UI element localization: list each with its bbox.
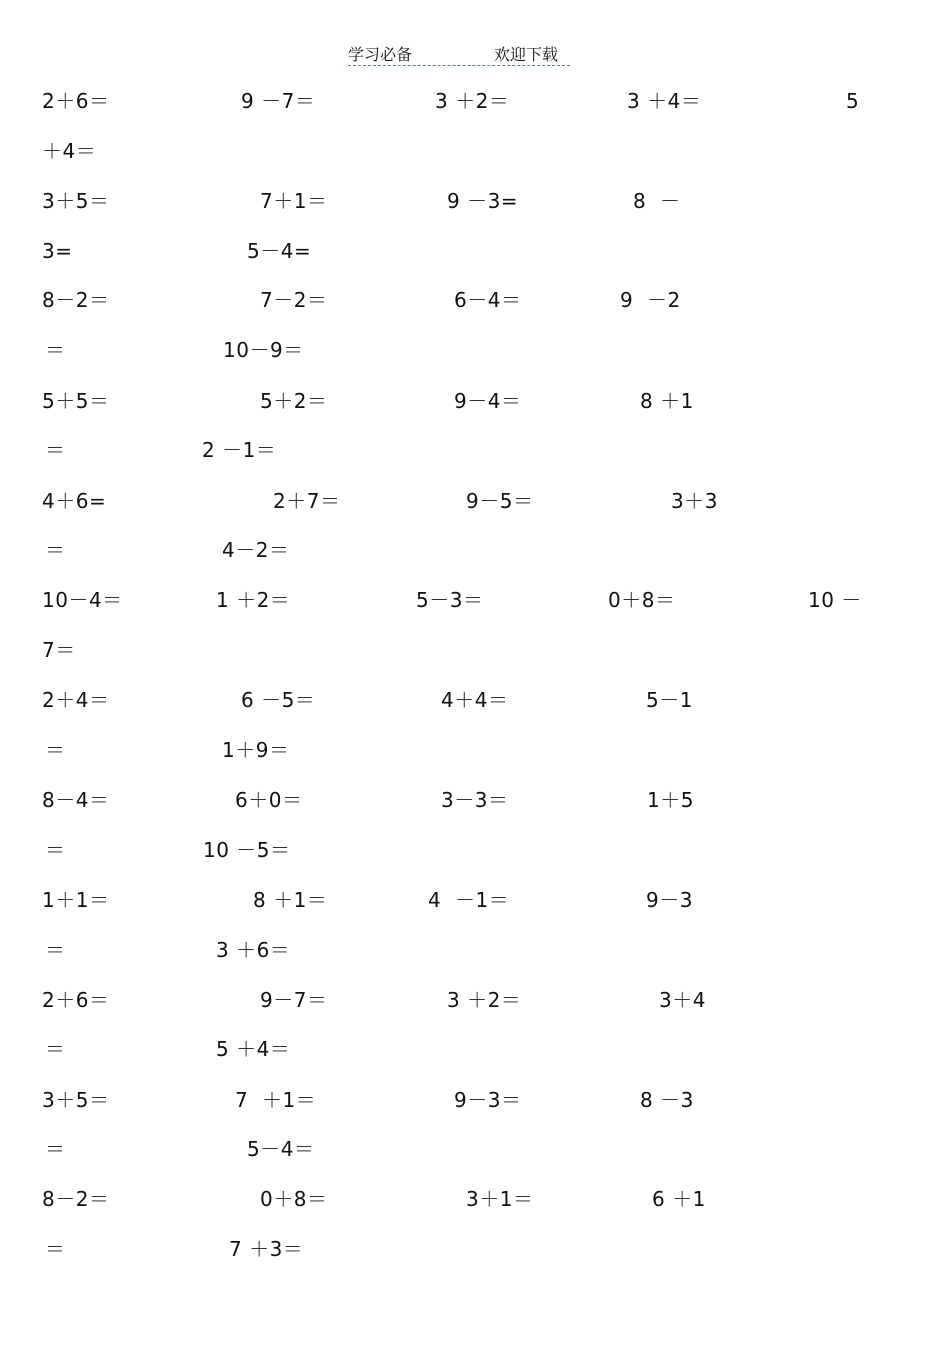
arithmetic-problem: 5－3＝ (416, 588, 484, 612)
worksheet-line (0, 1085, 950, 1115)
arithmetic-problem: 7 ＋1＝ (235, 1088, 317, 1112)
arithmetic-problem: 1＋9＝ (222, 738, 290, 762)
arithmetic-problem: 3 ＋2＝ (447, 988, 522, 1012)
arithmetic-problem: 2＋6＝ (42, 89, 110, 113)
arithmetic-problem: 9－3 (646, 888, 693, 912)
arithmetic-problem: 6－4＝ (454, 288, 522, 312)
worksheet-line (0, 1134, 950, 1164)
arithmetic-problem: 1＋1＝ (42, 888, 110, 912)
arithmetic-problem: ＝ (45, 438, 66, 462)
arithmetic-problem: 10 － (808, 588, 862, 612)
worksheet-line (0, 236, 950, 266)
arithmetic-problem: 10－9＝ (223, 338, 304, 362)
arithmetic-problem: 0＋8＝ (260, 1187, 328, 1211)
arithmetic-problem: 2＋7＝ (273, 489, 341, 513)
worksheet-line (0, 335, 950, 365)
arithmetic-problem: 8 －3 (640, 1088, 694, 1112)
worksheet-line (0, 435, 950, 465)
arithmetic-problem: 9 －2 (620, 288, 681, 312)
arithmetic-problem: 5＋5＝ (42, 389, 110, 413)
arithmetic-problem: ＝ (45, 338, 66, 362)
arithmetic-problem: 5＋2＝ (260, 389, 328, 413)
worksheet-line (0, 1234, 950, 1264)
arithmetic-problem: 9－3＝ (454, 1088, 522, 1112)
arithmetic-problem: ＝ (45, 538, 66, 562)
worksheet-line (0, 1034, 950, 1064)
arithmetic-problem: 5 ＋4＝ (216, 1037, 291, 1061)
arithmetic-problem: ＝ (45, 1237, 66, 1261)
arithmetic-problem: 6＋0＝ (235, 788, 303, 812)
arithmetic-problem: 9－4＝ (454, 389, 522, 413)
arithmetic-problem: 3＋1＝ (466, 1187, 534, 1211)
arithmetic-problem: 5 (846, 89, 860, 113)
arithmetic-problem: 7＋1＝ (260, 189, 328, 213)
arithmetic-problem: 10 －5＝ (203, 838, 291, 862)
worksheet-line (0, 285, 950, 315)
worksheet-line (0, 885, 950, 915)
arithmetic-problem: 7－2＝ (260, 288, 328, 312)
arithmetic-problem: 4 －1＝ (428, 888, 510, 912)
arithmetic-problem: 10－4＝ (42, 588, 123, 612)
arithmetic-problem: 3 ＋2＝ (435, 89, 510, 113)
arithmetic-problem: ＋4＝ (42, 139, 97, 163)
arithmetic-problem: 8 ＋1＝ (253, 888, 328, 912)
arithmetic-problem: 3＋5＝ (42, 1088, 110, 1112)
header-right-text: 欢迎下载 (494, 45, 559, 64)
arithmetic-problem: 3－3＝ (441, 788, 509, 812)
arithmetic-problem: 3＋5＝ (42, 189, 110, 213)
header-left-text: 学习必备 (348, 45, 413, 64)
arithmetic-problem: 8－4＝ (42, 788, 110, 812)
arithmetic-problem: 6 ＋1 (652, 1187, 706, 1211)
arithmetic-problem: 9－7＝ (260, 988, 328, 1012)
worksheet-line (0, 136, 950, 166)
arithmetic-problem: 7＝ (42, 638, 76, 662)
arithmetic-problem: 3= (42, 239, 73, 263)
arithmetic-problem: 6 －5＝ (241, 688, 316, 712)
arithmetic-problem: 8－2＝ (42, 1187, 110, 1211)
arithmetic-problem: 2＋6＝ (42, 988, 110, 1012)
arithmetic-problem: ＝ (45, 738, 66, 762)
worksheet-line (0, 685, 950, 715)
worksheet-line (0, 86, 950, 116)
arithmetic-problem: ＝ (45, 1137, 66, 1161)
arithmetic-problem: 2 －1＝ (202, 438, 277, 462)
arithmetic-problem: 4＋6= (42, 489, 107, 513)
worksheet-line (0, 386, 950, 416)
arithmetic-problem: 5－1 (646, 688, 693, 712)
arithmetic-problem: 5－4= (247, 239, 312, 263)
arithmetic-problem: 3＋3 (671, 489, 718, 513)
worksheet-line (0, 785, 950, 815)
arithmetic-problem: 9－5＝ (466, 489, 534, 513)
worksheet-line (0, 935, 950, 965)
arithmetic-problem: 4＋4＝ (441, 688, 509, 712)
arithmetic-problem: 1＋5 (647, 788, 694, 812)
arithmetic-problem: 9 －7＝ (241, 89, 316, 113)
worksheet-line (0, 486, 950, 516)
arithmetic-problem: 3 ＋4＝ (627, 89, 702, 113)
worksheet-line (0, 585, 950, 615)
worksheet-line (0, 735, 950, 765)
arithmetic-problem: 3 ＋6＝ (216, 938, 291, 962)
arithmetic-problem: 7 ＋3＝ (229, 1237, 304, 1261)
arithmetic-problem: ＝ (45, 938, 66, 962)
arithmetic-problem: 4－2＝ (222, 538, 290, 562)
arithmetic-problem: 8－2＝ (42, 288, 110, 312)
arithmetic-problem: ＝ (45, 1037, 66, 1061)
arithmetic-problem: 1 ＋2＝ (216, 588, 291, 612)
worksheet-line (0, 835, 950, 865)
arithmetic-problem: 2＋4＝ (42, 688, 110, 712)
arithmetic-problem: 3＋4 (659, 988, 706, 1012)
worksheet-line (0, 186, 950, 216)
worksheet-line (0, 635, 950, 665)
worksheet-line (0, 1184, 950, 1214)
arithmetic-problem: 0＋8＝ (608, 588, 676, 612)
arithmetic-problem: 8 － (633, 189, 681, 213)
arithmetic-problem: 9 －3= (447, 189, 519, 213)
arithmetic-problem: 5－4＝ (247, 1137, 315, 1161)
arithmetic-problem: 8 ＋1 (640, 389, 694, 413)
worksheet-line (0, 535, 950, 565)
arithmetic-problem: ＝ (45, 838, 66, 862)
worksheet-line (0, 985, 950, 1015)
